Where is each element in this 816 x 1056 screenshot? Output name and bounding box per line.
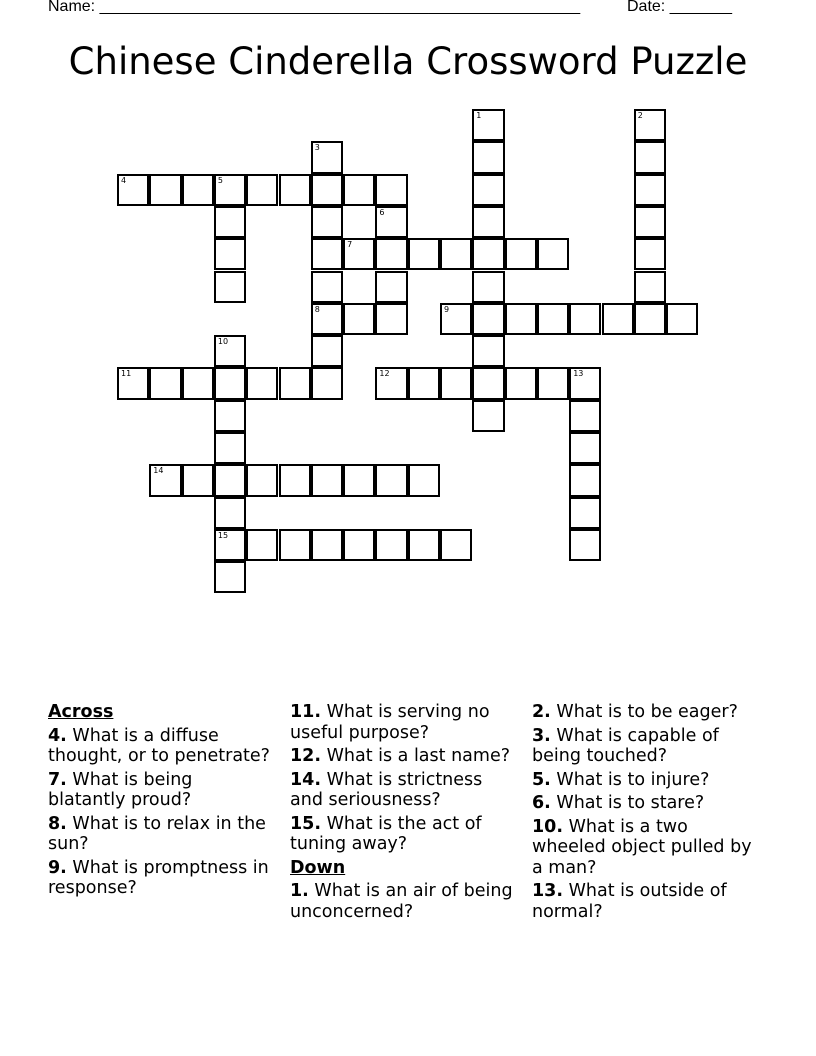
across-heading: Across <box>48 702 114 722</box>
clue-number: 3. <box>532 725 551 746</box>
grid-cell[interactable] <box>472 400 504 432</box>
grid-cell[interactable] <box>246 367 278 399</box>
grid-cell[interactable] <box>182 464 214 496</box>
grid-cell[interactable] <box>408 529 440 561</box>
grid-cell[interactable] <box>279 367 311 399</box>
across-clue-15 <box>290 814 515 855</box>
clue-column-1 <box>48 702 273 902</box>
grid-cell[interactable] <box>408 464 440 496</box>
grid-cell[interactable] <box>634 271 666 303</box>
clue-text: What is serving no useful purpose? <box>290 702 490 743</box>
grid-cell[interactable] <box>569 303 601 335</box>
grid-cell[interactable] <box>214 400 246 432</box>
grid-cell-15[interactable] <box>214 529 246 561</box>
clue-text: What is capable of being touched? <box>532 725 719 766</box>
down-heading: Down <box>290 857 346 878</box>
clue-number: 12. <box>290 746 322 766</box>
grid-cell[interactable] <box>311 335 343 367</box>
across-clue-11 <box>290 702 515 743</box>
cell-number: 13 <box>573 369 584 379</box>
clue-text: What is to be eager? <box>550 702 738 722</box>
clue-text: What is being blatantly proud? <box>48 769 193 810</box>
grid-cell[interactable] <box>311 464 343 496</box>
grid-cell[interactable] <box>634 206 666 238</box>
clue-text: What is a diffuse thought, or to penetrate? <box>48 725 270 766</box>
grid-cell[interactable] <box>149 367 181 399</box>
grid-cell[interactable] <box>311 367 343 399</box>
grid-cell[interactable] <box>311 271 343 303</box>
clue-text: What is a last name? <box>321 746 510 766</box>
cell-number: 9 <box>444 304 450 314</box>
grid-cell[interactable] <box>440 367 472 399</box>
grid-cell[interactable] <box>440 529 472 561</box>
grid-cell[interactable] <box>343 303 375 335</box>
cell-number: 14 <box>153 466 164 476</box>
across-clue-4 <box>48 726 273 767</box>
down-clue-6 <box>532 793 762 814</box>
grid-cell[interactable] <box>634 174 666 206</box>
grid-cell[interactable] <box>537 303 569 335</box>
grid-cell[interactable] <box>214 464 246 496</box>
grid-cell[interactable] <box>246 174 278 206</box>
grid-cell[interactable] <box>343 529 375 561</box>
grid-cell[interactable] <box>214 561 246 593</box>
grid-cell[interactable] <box>182 174 214 206</box>
grid-cell[interactable] <box>537 367 569 399</box>
grid-cell[interactable] <box>569 497 601 529</box>
grid-cell[interactable] <box>569 464 601 496</box>
cell-number: 6 <box>379 207 385 217</box>
clue-text: What is strictness and seriousness? <box>290 769 483 810</box>
clue-number: 4. <box>48 725 67 746</box>
clue-text: What is to relax in the sun? <box>48 813 266 854</box>
cell-number: 11 <box>121 369 132 379</box>
grid-cell[interactable] <box>311 174 343 206</box>
cell-number: 5 <box>217 175 223 185</box>
cell-number: 7 <box>347 240 353 250</box>
clue-number: 14. <box>290 769 322 790</box>
grid-cell[interactable] <box>375 174 407 206</box>
clue-number: 2. <box>532 702 551 722</box>
grid-cell[interactable] <box>279 174 311 206</box>
grid-cell[interactable] <box>505 238 537 270</box>
down-clue-5 <box>532 770 762 791</box>
grid-cell[interactable] <box>214 238 246 270</box>
grid-cell[interactable] <box>537 238 569 270</box>
grid-cell[interactable] <box>149 174 181 206</box>
puzzle-title: Chinese Cinderella Crossword Puzzle <box>68 40 748 83</box>
clue-text: What is promptness in response? <box>48 857 269 898</box>
grid-cell[interactable] <box>505 367 537 399</box>
grid-cell[interactable] <box>634 303 666 335</box>
grid-cell[interactable] <box>666 303 698 335</box>
down-clue-3 <box>532 726 762 767</box>
grid-cell[interactable] <box>214 271 246 303</box>
grid-cell-5[interactable] <box>214 174 246 206</box>
grid-cell-11[interactable] <box>117 367 149 399</box>
grid-cell[interactable] <box>472 238 504 270</box>
grid-cell[interactable] <box>440 238 472 270</box>
grid-cell[interactable] <box>569 432 601 464</box>
across-clue-7 <box>48 770 273 811</box>
grid-cell[interactable] <box>472 141 504 173</box>
clue-text: What is to stare? <box>550 793 705 813</box>
clue-number: 9. <box>48 857 67 878</box>
clue-text: What is a two wheeled object pulled by a man? <box>532 816 752 878</box>
grid-cell-13[interactable] <box>569 367 601 399</box>
grid-cell[interactable] <box>246 464 278 496</box>
grid-cell[interactable] <box>343 174 375 206</box>
clue-number: 5. <box>532 769 551 790</box>
cell-number: 2 <box>637 111 643 120</box>
name-field-label: Name: ______________________________________________________ <box>48 0 581 15</box>
grid-cell-10[interactable] <box>214 335 246 367</box>
grid-cell-9[interactable] <box>440 303 472 335</box>
grid-cell[interactable] <box>408 238 440 270</box>
grid-cell[interactable] <box>214 367 246 399</box>
across-clue-8 <box>48 814 273 855</box>
across-clue-12 <box>290 746 515 767</box>
grid-cell[interactable] <box>634 141 666 173</box>
grid-cell[interactable] <box>279 464 311 496</box>
grid-cell-3[interactable] <box>311 141 343 173</box>
grid-cell[interactable] <box>246 529 278 561</box>
grid-cell[interactable] <box>505 303 537 335</box>
clue-number: 13. <box>532 881 564 901</box>
cell-number: 12 <box>379 369 390 379</box>
grid-cell-7[interactable] <box>343 238 375 270</box>
grid-cell-6[interactable] <box>375 206 407 238</box>
grid-cell[interactable] <box>311 238 343 270</box>
grid-cell[interactable] <box>214 206 246 238</box>
grid-cell[interactable] <box>472 174 504 206</box>
clue-number: 1. <box>290 881 309 901</box>
grid-cell[interactable] <box>214 497 246 529</box>
across-clue-14 <box>290 770 515 811</box>
grid-cell[interactable] <box>472 303 504 335</box>
clue-text: What is an air of being unconcerned? <box>290 881 513 922</box>
grid-cell[interactable] <box>408 367 440 399</box>
grid-cell[interactable] <box>311 529 343 561</box>
clue-text: What is the act of tuning away? <box>290 813 482 854</box>
grid-cell-2[interactable] <box>634 109 666 141</box>
clue-number: 6. <box>532 793 551 813</box>
down-clue-10 <box>532 817 762 879</box>
cell-number: 15 <box>217 530 229 540</box>
down-clue-2 <box>532 702 762 723</box>
cell-number: 4 <box>121 175 127 185</box>
grid-cell[interactable] <box>279 529 311 561</box>
cell-number: 8 <box>314 304 320 314</box>
grid-cell-8[interactable] <box>311 303 343 335</box>
grid-cell-14[interactable] <box>149 464 181 496</box>
clue-number: 15. <box>290 813 322 834</box>
down-clue-13 <box>532 881 762 922</box>
clue-number: 8. <box>48 813 67 834</box>
down-clue-1 <box>290 881 515 922</box>
grid-cell[interactable] <box>311 206 343 238</box>
clue-number: 7. <box>48 769 67 790</box>
clue-number: 10. <box>532 816 564 837</box>
clue-number: 11. <box>290 702 322 722</box>
grid-cell[interactable] <box>182 367 214 399</box>
grid-cell[interactable] <box>375 238 407 270</box>
grid-cell[interactable] <box>375 303 407 335</box>
grid-cell[interactable] <box>343 464 375 496</box>
clue-column-3 <box>532 702 762 925</box>
grid-cell[interactable] <box>602 303 634 335</box>
cell-number: 1 <box>476 111 482 120</box>
grid-cell[interactable] <box>375 271 407 303</box>
grid-cell-1[interactable] <box>472 109 504 141</box>
grid-cell[interactable] <box>569 529 601 561</box>
grid-cell[interactable] <box>472 271 504 303</box>
grid-cell[interactable] <box>569 400 601 432</box>
clue-text: What is outside of normal? <box>532 881 727 922</box>
grid-cell[interactable] <box>472 206 504 238</box>
grid-cell[interactable] <box>472 367 504 399</box>
grid-cell[interactable] <box>634 238 666 270</box>
cell-number: 10 <box>217 337 229 347</box>
clue-text: What is to injure? <box>550 769 710 790</box>
grid-cell[interactable] <box>375 529 407 561</box>
grid-cell-4[interactable] <box>117 174 149 206</box>
grid-cell[interactable] <box>472 335 504 367</box>
date-field-label: Date: _______ <box>627 0 732 15</box>
grid-cell[interactable] <box>375 464 407 496</box>
grid-cell[interactable] <box>214 432 246 464</box>
grid-cell-12[interactable] <box>375 367 407 399</box>
cell-number: 3 <box>314 143 320 153</box>
across-clue-9 <box>48 858 273 899</box>
clue-column-2 <box>290 702 515 925</box>
